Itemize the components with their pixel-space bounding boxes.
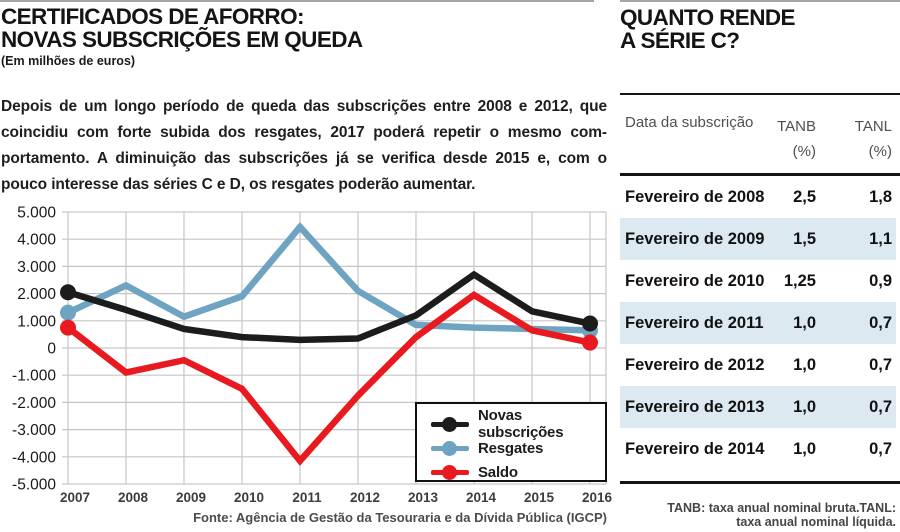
- row-tanb-value: 1,5: [793, 229, 816, 248]
- legend-line-marker: [431, 446, 469, 451]
- intro-paragraph-line: coincidiu com forte subida dos resgates, 2017 poderá repetir o mesmo com-: [1, 124, 607, 141]
- table-row: [620, 260, 896, 302]
- intro-paragraph-line: Depois de um longo período de queda das subscrições entre 2008 e 2012, que: [1, 98, 607, 115]
- chart-unit-note: (Em milhões de euros): [1, 54, 136, 68]
- table-row: [620, 302, 896, 344]
- y-axis-tick-label: -5.000: [12, 476, 56, 494]
- table-row: [620, 386, 896, 428]
- x-axis-tick-label: 2015: [523, 490, 555, 505]
- legend-item-novas-subscricoes: [431, 407, 605, 441]
- y-axis-tick-label: -3.000: [12, 422, 56, 440]
- x-axis-tick-label: 2010: [233, 490, 265, 505]
- row-tanb-value: 2,5: [793, 187, 816, 206]
- x-axis-tick-label: 2007: [59, 490, 91, 505]
- row-tanl-value: 1,1: [869, 229, 892, 248]
- legend-item-saldo: [431, 460, 605, 484]
- row-tanl-value: 0,7: [869, 439, 892, 458]
- series-endpoint-dot: [582, 335, 598, 351]
- rates-table-header: [620, 100, 896, 164]
- row-subscription-date: Fevereiro de 2010: [625, 271, 765, 290]
- x-axis-tick-label: 2016: [581, 490, 612, 505]
- y-axis-tick-label: 2.000: [17, 286, 56, 304]
- series-endpoint-dot: [60, 284, 76, 300]
- x-axis-tick-label: 2009: [175, 490, 207, 505]
- rates-title-line-2: A SÉRIE C?: [620, 28, 740, 53]
- legend-dot-marker: [442, 465, 457, 480]
- y-axis-tick-label: 4.000: [17, 231, 56, 249]
- series-endpoint-dot: [60, 305, 76, 321]
- x-axis-tick-label: 2008: [117, 490, 149, 505]
- chart-title: [1, 5, 363, 51]
- row-tanb-value: 1,0: [793, 313, 816, 332]
- row-subscription-date: Fevereiro de 2008: [625, 187, 765, 206]
- y-axis-tick-label: -4.000: [12, 449, 56, 467]
- row-tanl-value: 0,7: [869, 397, 892, 416]
- row-subscription-date: Fevereiro de 2009: [625, 229, 765, 248]
- chart-title-line-1: CERTIFICADOS DE AFORRO:: [1, 4, 304, 29]
- legend-line-marker: [431, 422, 469, 427]
- row-tanl-value: 1,8: [869, 187, 892, 206]
- rates-title-line-1: QUANTO RENDE: [620, 5, 795, 30]
- table-row: [620, 218, 896, 260]
- table-footnote: [620, 501, 896, 529]
- table-row: [620, 344, 896, 386]
- intro-paragraph-line: portamento. A diminuição das subscrições já se verifica desde 2015 e, com o: [1, 150, 607, 167]
- x-axis-tick-label: 2013: [407, 490, 439, 505]
- chart-title-line-2: NOVAS SUBSCRIÇÕES EM QUEDA: [1, 27, 363, 52]
- y-axis-tick-label: 1.000: [17, 313, 56, 331]
- y-axis-tick-label: 0: [47, 340, 56, 358]
- row-tanl-value: 0,9: [869, 271, 892, 290]
- x-axis-tick-label: 2011: [292, 490, 322, 505]
- divider: [620, 93, 900, 95]
- chart-legend: [415, 402, 607, 482]
- table-row: [620, 428, 896, 470]
- rates-title: [620, 6, 795, 52]
- legend-line-marker: [431, 470, 469, 475]
- top-divider-right: [620, 0, 900, 2]
- rates-table-body: [620, 176, 896, 470]
- table-footnote-line-1: TANB: taxa anual nominal bruta.TANL:: [667, 501, 896, 515]
- row-tanb-value: 1,0: [793, 397, 816, 416]
- row-tanb-value: 1,0: [793, 439, 816, 458]
- row-tanl-value: 0,7: [869, 313, 892, 332]
- chart-source: Fonte: Agência de Gestão da Tesouraria e da Dívida Pública (IGCP): [193, 510, 607, 525]
- table-row: [620, 176, 896, 218]
- legend-dot-marker: [442, 441, 457, 456]
- row-tanl-value: 0,7: [869, 355, 892, 374]
- y-axis-tick-label: 5.000: [17, 204, 56, 222]
- legend-label: Saldo: [478, 463, 518, 481]
- divider: [620, 481, 900, 484]
- y-axis-tick-label: 3.000: [17, 258, 56, 276]
- row-subscription-date: Fevereiro de 2013: [625, 397, 765, 416]
- y-axis-tick-label: -1.000: [12, 367, 56, 385]
- x-axis-tick-label: 2014: [465, 490, 497, 505]
- column-header-tanl: TANL (%): [854, 118, 892, 160]
- y-axis-tick-label: -2.000: [12, 394, 56, 412]
- row-tanb-value: 1,0: [793, 355, 816, 374]
- legend-label: Resgates: [478, 439, 544, 457]
- intro-paragraph-line: pouco interesse das séries C e D, os resgates poderão aumentar.: [1, 176, 476, 193]
- row-subscription-date: Fevereiro de 2012: [625, 355, 765, 374]
- x-axis-tick-label: 2012: [349, 490, 381, 505]
- row-subscription-date: Fevereiro de 2011: [625, 313, 764, 332]
- table-footnote-line-2: taxa anual nominal líquida.: [736, 515, 896, 529]
- series-endpoint-dot: [60, 320, 76, 336]
- legend-dot-marker: [442, 417, 457, 432]
- column-header-date: Data da subscrição: [625, 114, 754, 131]
- column-header-tanb: TANB (%): [777, 118, 816, 160]
- intro-paragraph: [1, 94, 607, 198]
- rates-panel: [620, 0, 900, 532]
- legend-label: Novas subscrições: [478, 407, 564, 441]
- series-endpoint-dot: [582, 316, 598, 332]
- row-tanb-value: 1,25: [783, 271, 816, 290]
- row-subscription-date: Fevereiro de 2014: [625, 439, 765, 458]
- top-divider-left: [0, 0, 594, 2]
